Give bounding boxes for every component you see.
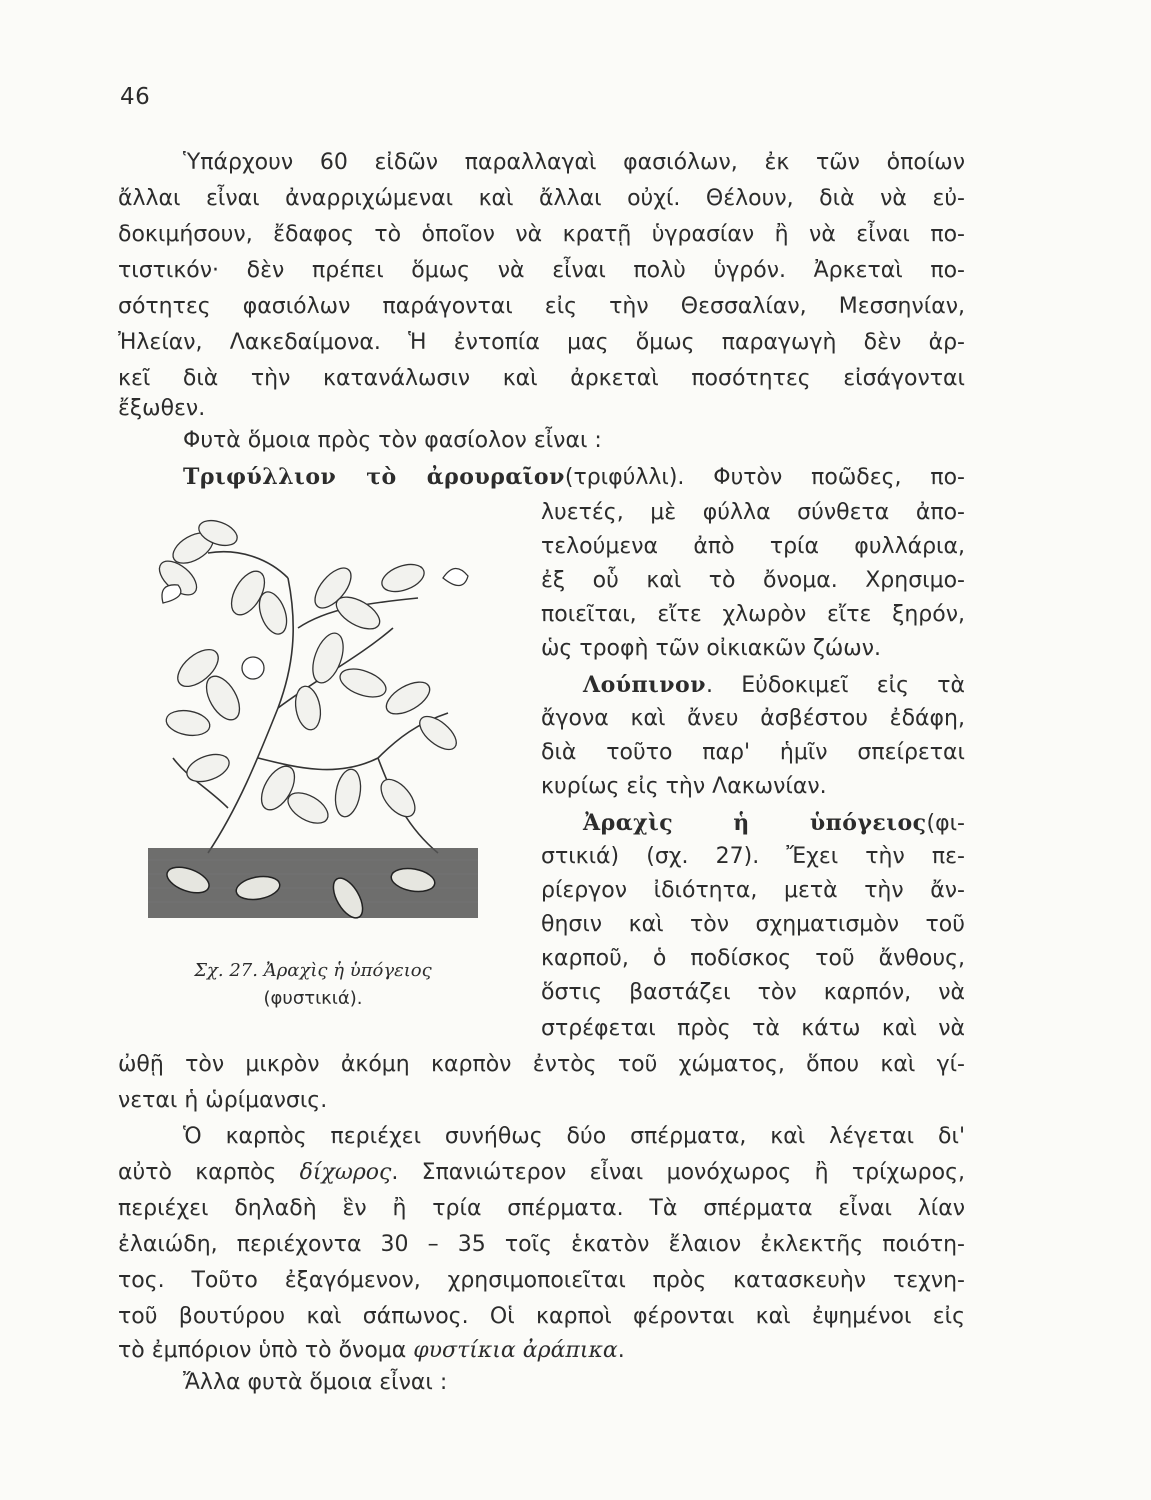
text-line: τοῦ βουτύρου καὶ σάπωνος. Οἱ καρποὶ φέρονται καὶ ἐψημένοι εἰς	[118, 1304, 965, 1329]
text-line: κυρίως εἰς τὴν Λακωνίαν.	[541, 774, 827, 799]
text-line: διὰ τοῦτο παρ' ἡμῖν σπείρεται	[541, 740, 965, 765]
text-line: ρίεργον ἰδιότητα, μετὰ τὴν ἄν-	[541, 878, 965, 903]
text-line: ἐλαιώδη, περιέχοντα 30 – 35 τοῖς ἑκατὸν ἔλαιον ἐκλεκτῆς ποιότη-	[118, 1232, 965, 1257]
trifolium-heading-line	[183, 460, 965, 495]
text-line: νεται ἡ ὡρίμανσις.	[118, 1088, 328, 1113]
text-line: Ὁ καρπὸς περιέχει συνήθως δύο σπέρματα, καὶ λέγεται δι'	[183, 1124, 965, 1149]
text-line: Ὑπάρχουν 60 εἰδῶν παραλλαγαὶ φασιόλων, ἐκ τῶν ὁποίων	[183, 150, 965, 175]
text-line	[118, 1156, 965, 1190]
arachis-heading-line	[583, 806, 965, 841]
text-line: ὡς τροφὴ τῶν οἰκιακῶν ζώων.	[541, 636, 881, 661]
text-fragment: αὐτὸ καρπὸς	[118, 1160, 300, 1185]
text-line: ὅστις βαστάζει τὸν καρπόν, νὰ	[541, 980, 965, 1005]
text-fragment: τὸ ἐμπόριον ὑπὸ τὸ ὄνομα	[118, 1338, 414, 1363]
text-line: τος. Τοῦτο ἐξαγόμενον, χρησιμοποιεῖται πρὸς κατασκευὴν τεχνη-	[118, 1268, 965, 1293]
text-line: θησιν καὶ τὸν σχηματισμὸν τοῦ	[541, 912, 965, 937]
text-line: τιστικόν· δὲν πρέπει ὅμως νὰ εἶναι πολὺ ὑγρόν. Ἀρκεταὶ πο-	[118, 258, 965, 283]
text-line: δοκιμήσουν, ἔδαφος τὸ ὁποῖον νὰ κρατῇ ὑγρασίαν ἢ νὰ εἶναι πο-	[118, 222, 965, 247]
trifolium-first-line: (τριφύλλι). Φυτὸν ποῶδες, πο-	[564, 465, 965, 490]
text-fragment: . Σπανιώτερον εἶναι μονόχωρος ἢ τρίχωρος,	[391, 1160, 965, 1185]
peanut-plant-illustration	[148, 508, 478, 948]
figure-caption: Σχ. 27. Ἀραχὶς ἡ ὑπόγειος	[194, 960, 432, 981]
arachis-term: Ἀραχὶς ἡ ὑπόγειος	[583, 810, 927, 836]
term-dichoros: δίχωρος	[299, 1160, 392, 1185]
text-line: ἄλλαι εἶναι ἀναρριχώμεναι καὶ ἄλλαι οὐχί. Θέλουν, διὰ νὰ εὐ-	[118, 186, 965, 211]
text-line: στικιά) (σχ. 27). Ἔχει τὴν πε-	[541, 844, 965, 869]
similar-plants-intro: Φυτὰ ὅμοια πρὸς τὸν φασίολον εἶναι :	[183, 428, 602, 453]
text-line: τελούμενα ἀπὸ τρία φυλλάρια,	[541, 534, 965, 559]
text-line: λυετές, μὲ φύλλα σύνθετα ἀπο-	[541, 500, 965, 525]
text-line: ἐξ οὗ καὶ τὸ ὄνομα. Χρησιμο-	[541, 568, 965, 593]
text-line: περιέχει δηλαδὴ ἓν ἢ τρία σπέρματα. Τὰ σπέρματα εἶναι λίαν	[118, 1196, 965, 1221]
text-line: κεῖ διὰ τὴν κατανάλωσιν καὶ ἀρκεταὶ ποσότητες εἰσάγονται	[118, 366, 965, 391]
text-line: ἄγονα καὶ ἄνευ ἀσβέστου ἐδάφη,	[541, 706, 965, 731]
lupinus-heading-line	[583, 668, 965, 703]
text-line: στρέφεται πρὸς τὰ κάτω καὶ νὰ	[541, 1016, 965, 1041]
closing-line: Ἄλλα φυτὰ ὅμοια εἶναι :	[183, 1370, 448, 1395]
text-line: ὠθῇ τὸν μικρὸν ἀκόμη καρπὸν ἐντὸς τοῦ χώματος, ὅπου καὶ γί-	[118, 1052, 965, 1077]
page-number: 46	[120, 84, 151, 110]
text-line: ἔξωθεν.	[118, 396, 206, 421]
text-line: Ἠλείαν, Λακεδαίμονα. Ἡ ἐντοπία μας ὅμως παραγωγὴ δὲν ἀρ-	[118, 330, 965, 355]
trifolium-term: Τριφύλλιον τὸ ἀρουραῖον	[183, 464, 565, 490]
term-fistikia-arapika: φυστίκια ἀράπικα	[413, 1338, 618, 1363]
text-line: καρποῦ, ὁ ποδίσκος τοῦ ἄνθους,	[541, 946, 965, 971]
arachis-first-line: (φι-	[926, 811, 965, 836]
text-line: ποιεῖται, εἴτε χλωρὸν εἴτε ξηρόν,	[541, 602, 965, 627]
text-line	[118, 1334, 965, 1368]
lupinus-term: Λούπινον	[583, 672, 706, 698]
text-line: σότητες φασιόλων παράγονται εἰς τὴν Θεσσαλίαν, Μεσσηνίαν,	[118, 294, 965, 319]
text-fragment: .	[617, 1338, 625, 1363]
figure-caption-sub: (φυστικιά).	[263, 988, 363, 1009]
lupinus-first-line: . Εὐδοκιμεῖ εἰς τὰ	[705, 673, 965, 698]
